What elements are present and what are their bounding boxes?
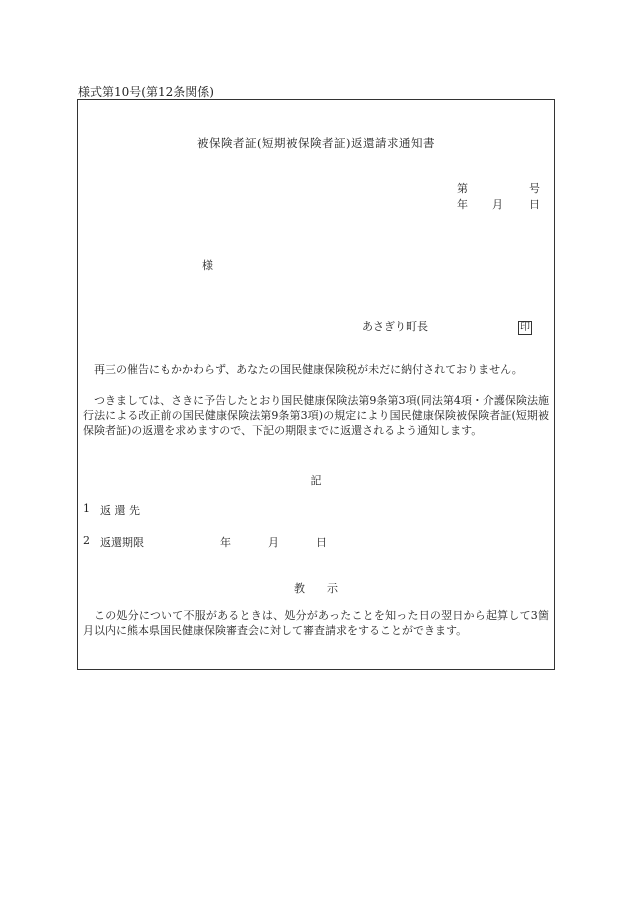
notice-heading: 教 示 — [294, 582, 338, 595]
issuer-name: あさぎり町長 — [362, 320, 428, 333]
form-number-label: 様式第10号(第12条関係) — [78, 85, 214, 99]
seal-mark: 印 — [520, 322, 530, 333]
item-2-number: 2 — [83, 534, 90, 547]
item-2-label: 返還期限 — [100, 536, 144, 549]
number-prefix: 第 — [457, 182, 468, 195]
body-paragraph-2: つきましては、さきに予告したとおり国民健康保険法第9条第3項(同法第4項・介護保険法施行法による改正前の国民健康保険法第9条第3項)の規定により国民健康保険被保険者証(短期被保険者証)の返還を求めますので、下記の期限までに返還されるよう通知します。 — [83, 394, 549, 437]
item-2-year: 年 — [220, 536, 231, 549]
notice-text: この処分について不服があるときは、処分があったことを知った日の翌日から起算して3箇月以内に熊本県国民健康保険審査会に対して審査請求をすることができます。 — [83, 609, 549, 637]
item-1-label: 返 還 先 — [100, 504, 140, 517]
ki-heading: 記 — [310, 474, 322, 487]
issuer-line — [362, 318, 532, 335]
number-suffix: 号 — [529, 182, 540, 195]
item-2-month: 月 — [268, 536, 279, 549]
date-year: 年 — [457, 198, 468, 211]
date-day: 日 — [529, 198, 540, 211]
item-2-day: 日 — [316, 536, 327, 549]
item-1-number: 1 — [83, 502, 90, 515]
body-paragraph-1: 再三の催告にもかかわらず、あなたの国民健康保険税が未だに納付されておりません。 — [94, 363, 523, 376]
date-month: 月 — [492, 198, 503, 211]
addressee-suffix: 様 — [202, 259, 213, 272]
document-title: 被保険者証(短期被保険者証)返還請求通知書 — [197, 136, 435, 150]
document-frame — [77, 99, 555, 670]
